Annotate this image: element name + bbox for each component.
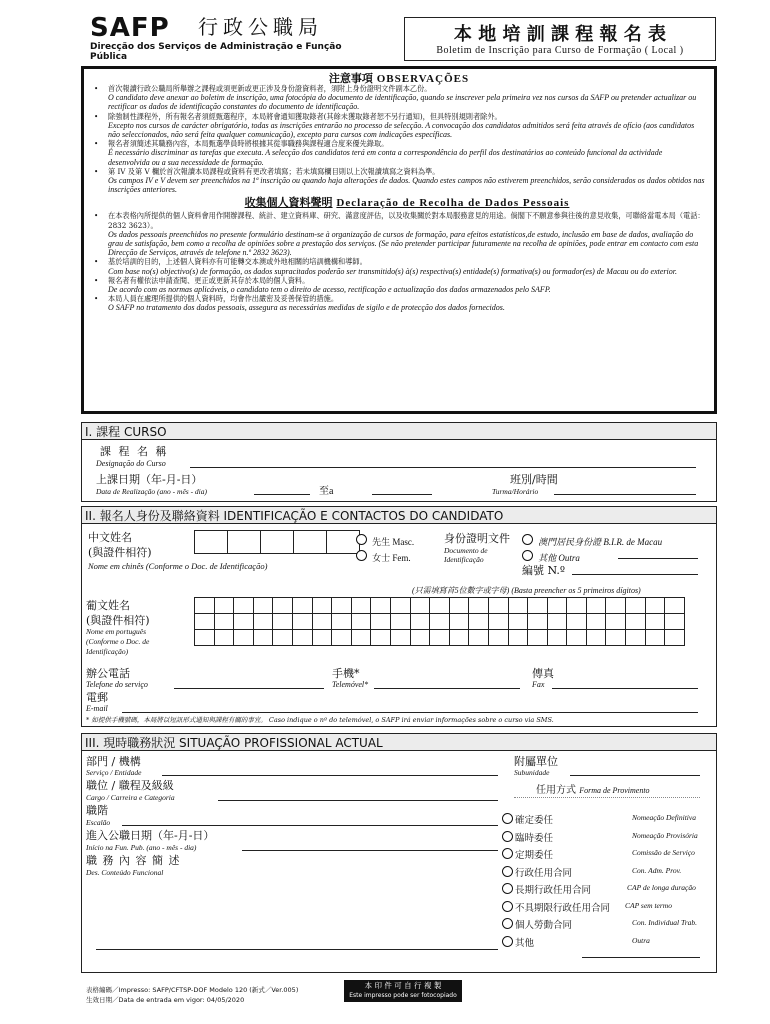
name-letter-cell[interactable] (606, 630, 626, 646)
course-label-pt: Designação do Curso (96, 459, 166, 468)
section-2-body (81, 524, 717, 727)
name-letter-cell[interactable] (273, 630, 293, 646)
mobile-field[interactable] (374, 688, 520, 689)
gender-female-option[interactable] (356, 546, 411, 565)
provimento-radio[interactable] (502, 831, 513, 842)
cargo-label: 職位 / 職程及級級 (86, 779, 174, 792)
name-letter-cell[interactable] (332, 614, 352, 630)
provimento-option-pt: Nomeação Provisória (632, 830, 698, 840)
provimento-radio[interactable] (502, 936, 513, 947)
provimento-option-cn: 其他 (515, 937, 535, 949)
name-letter-cell[interactable] (234, 630, 254, 646)
subunit-field[interactable] (570, 775, 700, 776)
name-letter-cell[interactable] (469, 598, 489, 614)
name-letter-cell[interactable] (449, 630, 469, 646)
footer-date: 生效日期／Data de entrada em vigor: 04/05/2020 (86, 996, 245, 1004)
name-letter-cell[interactable] (626, 630, 646, 646)
provimento-option-pt: CAP de longa duração (627, 883, 696, 892)
inicio-field[interactable] (242, 850, 498, 851)
list-item: • 報名者須簡述其職務內容，本局甄選學員時將根據其從事職務與課程適合度來優先錄取。 É necessário discriminar as tarefas que executa. A selecção dos candidatos terá em conta a correspondência do perfil dos destinatários ao conteúdo funcional da actividade desenvolvida ou a sua necessidade de formação. (94, 139, 663, 167)
name-letter-cell[interactable] (214, 598, 234, 614)
func-label-pt: Des. Conteúdo Funcional (86, 868, 164, 877)
date-end-field[interactable] (372, 494, 432, 495)
provimento-option[interactable] (502, 829, 712, 845)
inicio-label: 進入公職日期（年-月-日） (86, 829, 215, 842)
dept-label: 部門 / 機構 (86, 755, 141, 768)
provimento-radio[interactable] (502, 813, 513, 824)
turma-label-pt: Turma/Horário (492, 487, 539, 496)
escalao-field[interactable] (122, 825, 498, 826)
provimento-option-pt: Con. Individual Trab. (632, 918, 698, 927)
name-letter-cell[interactable] (430, 630, 450, 646)
declaration-title-cn: 收集個人資料聲明 (244, 196, 333, 210)
email-label: 電郵 (86, 691, 108, 704)
name-letter-cell[interactable] (626, 598, 646, 614)
email-label-pt: E-mail (86, 704, 108, 713)
name-letter-cell[interactable] (645, 614, 665, 630)
fax-label: 傳真 (532, 667, 554, 680)
subunit-label: 附屬單位 (514, 755, 558, 768)
form-title-cn: 本 地 培 訓 課 程 報 名 表 (453, 24, 667, 45)
office-phone-label: 辦公電話 (86, 667, 130, 680)
name-letter-cell[interactable] (351, 630, 371, 646)
portuguese-name-hint: (只需填寫首5位數字或字母) (Basta preencher os 5 primeiros dígitos) (412, 586, 641, 595)
other-doc-field[interactable] (618, 558, 698, 559)
provimento-option[interactable] (502, 916, 712, 932)
provimento-option[interactable] (502, 864, 712, 880)
provimento-option-cn: 不具期限行政任用合同 (515, 902, 611, 914)
portuguese-name-label-pt: Nome em português (Conforme o Doc. de Identificação) (86, 627, 150, 656)
name-letter-cell[interactable] (430, 598, 450, 614)
provimento-divider (514, 797, 700, 798)
name-letter-cell[interactable] (665, 630, 685, 646)
mobile-label-pt: Telemóvel* (332, 680, 369, 689)
name-letter-cell[interactable] (430, 614, 450, 630)
provimento-option[interactable] (502, 811, 712, 827)
name-letter-cell[interactable] (606, 614, 626, 630)
name-letter-cell[interactable] (214, 614, 234, 630)
list-item: • 除強制性課程外，所有報名者須經甄選程序，本局將會通知獲取錄者(其餘未獲取錄者恕不另行通知)，但具特別規則者除外。 Excepto nos cursos de carácter obrigatório, todas as inscrições entrarão no processo de selecção. A convocação dos candidatos admitidos será feita através de ofício (aos candidatos não seleccionados, não será feita qualquer comunicação), excepto para cursos com indicações específicas. (94, 111, 695, 140)
name-letter-cell[interactable] (371, 614, 391, 630)
name-letter-cell[interactable] (292, 598, 312, 614)
course-label-cn: 課 程 名 稱 (100, 445, 169, 458)
name-letter-cell[interactable] (645, 598, 665, 614)
provimento-other-field[interactable] (582, 957, 700, 958)
logo-letters: SAFP (90, 13, 170, 43)
name-letter-cell[interactable] (626, 614, 646, 630)
course-name-field[interactable] (190, 467, 696, 468)
section-2-header: II. 報名人身份及聯絡資料 IDENTIFICAÇÃO E CONTACTOS DO CANDIDATO (81, 506, 717, 524)
observations-title-pt: OBSERVAÇÕES (376, 73, 470, 85)
dept-label-pt: Serviço / Entidade (86, 768, 142, 777)
provimento-option-pt: Outra (632, 935, 650, 945)
provimento-radio[interactable] (502, 901, 513, 912)
provimento-radio[interactable] (502, 883, 513, 894)
name-letter-cell[interactable] (292, 630, 312, 646)
agency-name-pt: Direcção dos Serviços de Administração e Função Pública (90, 42, 342, 62)
sms-note: * 如提供手機號碼，本局將以短訊形式通知與課程有關的事宜。 Caso indique o nº do telemóvel, o SAFP irá enviar informações sobre o curso via SMS. (86, 716, 554, 724)
list-item: • 本局人員在處理所提供的個人資料時，均會作出嚴密及妥善保管的措施。 O SAFP no tratamento dos dados pessoais, assegura as necessárias medidas de sigilo e de protecção dos dados fornecidos. (94, 294, 505, 313)
fax-label-pt: Fax (532, 680, 545, 689)
male-radio[interactable] (356, 534, 367, 545)
list-item: • 基於培訓的目的，上述個人資料亦有可能轉交本澳或外地相關的培訓機構和導師。 Com base no(s) objectivo(s) de formação, os dados supracitados poderão ser transmitido(s) à(s) respectiva(s) entidade(s) formativa(s) ou formador(es) de Macau ou do exterior. (94, 257, 677, 276)
name-letter-cell[interactable] (312, 614, 332, 630)
inicio-label-pt: Início na Fun. Pub. (ano - mês - dia) (86, 843, 197, 852)
other-doc-label: 其他 Outra (538, 553, 580, 563)
name-letter-cell[interactable] (567, 614, 587, 630)
male-label: 先生 Masc. (372, 537, 415, 547)
name-letter-cell[interactable] (410, 598, 430, 614)
name-letter-cell[interactable] (488, 614, 508, 630)
email-field[interactable] (122, 712, 698, 713)
provimento-option-pt: Nomeação Definitiva (632, 813, 696, 822)
fax-field[interactable] (552, 688, 698, 689)
name-letter-cell[interactable] (469, 614, 489, 630)
func-label: 職 務 內 容 簡 述 (86, 854, 181, 867)
provimento-radio[interactable] (502, 918, 513, 929)
name-letter-cell[interactable] (449, 614, 469, 630)
provimento-option-cn: 個人勞動合同 (515, 920, 573, 931)
chinese-name-label: 中文姓名 (88, 531, 132, 544)
name-letter-cell[interactable] (273, 614, 293, 630)
footer-impresso: 表格編碼／Impresso: SAFP/CFTSP-DOF Modelo 120 (新式／Ver.005) (86, 986, 299, 994)
list-item: • 報名者有權依法申請查閱、更正或更新其存於本局的個人資料。 De acordo com as normas aplicáveis, o candidato tem o direito de acesso, rectificação e actualização dos dados armazenados pelo SAFP. (94, 275, 551, 295)
provimento-radio[interactable] (502, 866, 513, 877)
copy-stamp-cn: 本 印 件 可 自 行 複 製 (364, 981, 442, 990)
name-letter-cell[interactable] (312, 630, 332, 646)
office-phone-field[interactable] (174, 688, 324, 689)
portuguese-name-grid[interactable] (194, 597, 685, 646)
date-label-pt: Data de Realização (ano - mês - dia) (96, 487, 208, 496)
name-letter-cell[interactable] (332, 598, 352, 614)
section-3-header: III. 現時職務狀況 SITUAÇÃO PROFISSIONAL ACTUAL (81, 733, 717, 751)
name-letter-cell[interactable] (234, 598, 254, 614)
name-letter-cell[interactable] (371, 598, 391, 614)
provimento-option[interactable] (502, 934, 712, 950)
name-letter-cell[interactable] (390, 598, 410, 614)
observations-box (81, 66, 717, 414)
name-letter-cell[interactable] (645, 630, 665, 646)
bir-label: 澳門居民身份證 B.I.R. de Macau (538, 537, 663, 547)
provimento-option-cn: 定期委任 (515, 850, 554, 861)
name-letter-cell[interactable] (195, 614, 215, 630)
name-letter-cell[interactable] (547, 614, 567, 630)
name-letter-cell[interactable] (410, 630, 430, 646)
section-3-body (81, 751, 717, 973)
doc-number-label: 編號 N.º (522, 564, 566, 577)
escalao-label-pt: Escalão (86, 818, 111, 827)
name-letter-cell[interactable] (586, 614, 606, 630)
chinese-name-label-pt: Nome em chinês (Conforme o Doc. de Identificação) (88, 561, 268, 571)
name-letter-cell[interactable] (410, 614, 430, 630)
name-letter-cell[interactable] (528, 614, 548, 630)
name-letter-cell[interactable] (273, 598, 293, 614)
list-item: • 第 IV 及第 V 欄於首次報讀本局課程或資料有更改者填寫；若未填寫欄目則以上次報讀填寫之資料為準。 Os campos IV e V devem ser preenchidos na 1ª inscrição ou quando haja alterações de dados. Quando estes campos não estiverem preenchidos, serão considerados os dados obtidos nas inscrições anteriores. (94, 166, 705, 195)
provimento-option-cn: 長期行政任用合同 (515, 885, 592, 896)
provimento-option-pt: CAP sem termo (625, 900, 672, 910)
name-letter-cell[interactable] (214, 630, 234, 646)
dept-field[interactable] (162, 775, 498, 776)
name-letter-cell[interactable] (508, 598, 528, 614)
turma-label-cn: 班別/時間 (510, 473, 558, 486)
doc-number-field[interactable] (572, 574, 698, 575)
date-label-cn: 上課日期（年-月-日） (96, 473, 203, 486)
name-letter-cell[interactable] (253, 630, 273, 646)
name-letter-cell[interactable] (547, 630, 567, 646)
name-letter-cell[interactable] (528, 630, 548, 646)
name-letter-cell[interactable] (488, 630, 508, 646)
cargo-label-pt: Cargo / Carreira e Categoria (86, 793, 175, 802)
copy-stamp-pt: Este impresso pode ser fotocopiado (349, 992, 457, 999)
section-1-header: I. 課程 CURSO (81, 422, 717, 440)
list-item: • 在本表格內所提供的個人資料會用作開辦課程、統計、建立資料庫、研究、滿意度評估，以及收集關於對本局服務意見的用途。倘閣下不願意參與往後的意見收集，可聯絡當電本局（電話：2832 3623）。 Os dados pessoais preenchidos no presente formulário destinam-se à organização de cursos de formação, para efeitos estatísticos,de estudo, inclusão em base de dados, avaliação do grau de satisfação, bem como a recolha de opiniões sobre a prestação dos serviços. (Se não pretender participar futuramente na recolha de opiniões, pode entrar em contacto com esta Direcção de Serviços, através de telefone n.º 2832 3623). (94, 211, 705, 258)
section-1-body (81, 440, 717, 502)
name-letter-cell[interactable] (234, 614, 254, 630)
agency-name-cn: 行 政 公 職 局 (198, 17, 318, 39)
female-label: 女士 Fem. (372, 553, 411, 563)
name-letter-cell[interactable] (351, 614, 371, 630)
name-letter-cell[interactable] (665, 614, 685, 630)
provimento-option-pt: Con. Adm. Prov. (632, 865, 682, 875)
date-start-field[interactable] (254, 494, 310, 495)
name-letter-cell[interactable] (586, 630, 606, 646)
list-item: • 首次報讀行政公職局所舉辦之課程或須更新或更正涉及身份證資料者，須附上身份證明文件副本乙份。 O candidato deve anexar ao boletim de inscrição, uma fotocópia do documento de identificação, quando se inscrever pela primeira vez nos cursos da SAFP ou pretender actualizar ou rectificar os dados de identificação constantes do documento de identificação. (94, 84, 697, 112)
name-letter-cell[interactable] (488, 598, 508, 614)
name-letter-cell[interactable] (312, 598, 332, 614)
name-letter-cell[interactable] (390, 630, 410, 646)
portuguese-name-label: 葡文姓名 (86, 599, 130, 612)
provimento-radio[interactable] (502, 848, 513, 859)
logo (90, 13, 380, 62)
name-letter-cell[interactable] (449, 598, 469, 614)
name-letter-cell[interactable] (390, 614, 410, 630)
name-letter-cell[interactable] (332, 630, 352, 646)
doc-label-pt: Documento de Identificação (444, 546, 488, 564)
declaration-title-pt: Declaração de Recolha de Dados Pessoais (336, 197, 570, 210)
name-letter-cell[interactable] (292, 614, 312, 630)
other-doc-radio[interactable] (522, 550, 533, 561)
portuguese-name-label-2: (與證件相符) (86, 614, 150, 627)
turma-field[interactable] (554, 494, 696, 495)
name-letter-cell[interactable] (567, 630, 587, 646)
name-letter-cell[interactable] (371, 630, 391, 646)
subunit-label-pt: Subunidade (514, 768, 550, 777)
name-letter-cell[interactable] (195, 598, 215, 614)
provimento-option-pt: Comissão de Serviço (632, 848, 695, 857)
name-letter-cell[interactable] (586, 598, 606, 614)
observations-title-cn: 注意事項 (328, 72, 373, 85)
name-letter-cell[interactable] (547, 598, 567, 614)
escalao-label: 職階 (86, 804, 108, 817)
cargo-field[interactable] (218, 800, 498, 801)
provimento-label: 任用方式 Forma de Provimento (536, 785, 650, 796)
date-to-label: 至a (319, 486, 334, 497)
bir-radio[interactable] (522, 534, 533, 545)
office-phone-label-pt: Telefone do serviço (86, 680, 148, 689)
name-letter-cell[interactable] (508, 614, 528, 630)
name-letter-cell[interactable] (351, 598, 371, 614)
name-letter-cell[interactable] (528, 598, 548, 614)
provimento-option[interactable] (502, 846, 712, 862)
name-letter-cell[interactable] (253, 614, 273, 630)
female-radio[interactable] (356, 550, 367, 561)
name-letter-cell[interactable] (195, 630, 215, 646)
name-letter-cell[interactable] (665, 598, 685, 614)
observations-list (94, 84, 706, 313)
form-title-pt: Boletim de Inscrição para Curso de Formação ( Local ) (436, 45, 684, 56)
name-letter-cell[interactable] (567, 598, 587, 614)
mobile-label: 手機* (332, 667, 360, 680)
doc-label-cn: 身份證明文件 (444, 532, 510, 545)
name-letter-cell[interactable] (508, 630, 528, 646)
form-title-box (404, 17, 716, 61)
provimento-option-cn: 臨時委任 (515, 832, 554, 844)
name-letter-cell[interactable] (606, 598, 626, 614)
name-letter-cell[interactable] (469, 630, 489, 646)
chinese-name-grid[interactable] (194, 530, 360, 554)
provimento-option[interactable] (502, 899, 712, 915)
provimento-option-cn: 行政任用合同 (515, 867, 573, 879)
chinese-name-label-2: (與證件相符) (88, 546, 152, 559)
func-field-line-1[interactable] (96, 949, 498, 950)
provimento-option[interactable] (502, 881, 712, 897)
name-letter-cell[interactable] (253, 598, 273, 614)
provimento-option-cn: 確定委任 (515, 815, 554, 826)
copy-stamp (344, 980, 462, 1002)
